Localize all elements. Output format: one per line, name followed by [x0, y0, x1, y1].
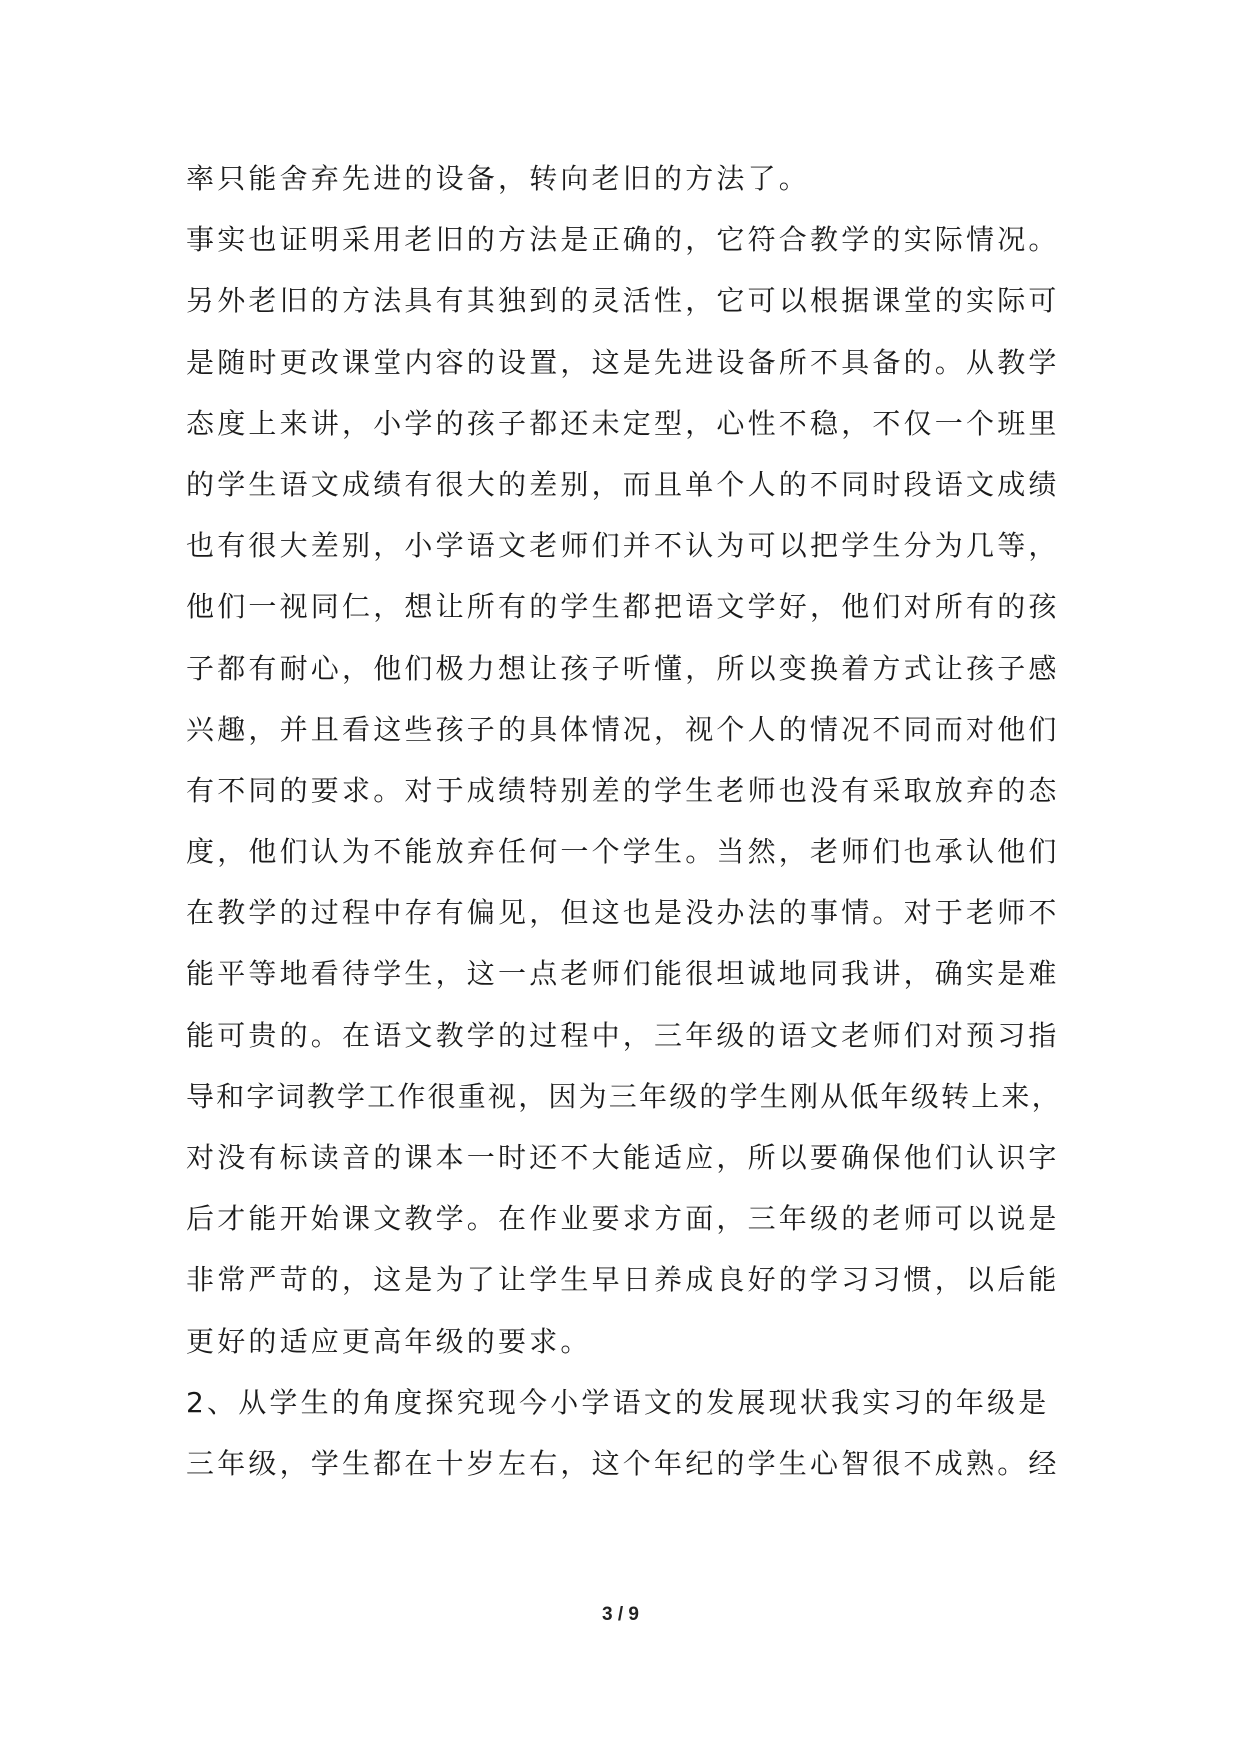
text-line: 子都有耐心，他们极力想让孩子听懂，所以变换着方式让孩子感: [186, 651, 1060, 685]
text-line: 2、从学生的角度探究现今小学语文的发展现状我实习的年级是: [186, 1385, 1050, 1419]
text-line: 态度上来讲，小学的孩子都还未定型，心性不稳，不仅一个班里: [186, 406, 1060, 440]
text-line: 他们一视同仁，想让所有的学生都把语文学好，他们对所有的孩: [186, 590, 1060, 624]
text-line: 也有很大差别，小学语文老师们并不认为可以把学生分为几等，: [186, 529, 1060, 563]
text-line: 有不同的要求。对于成绩特别差的学生老师也没有采取放弃的态: [186, 773, 1060, 807]
text-line: 导和字词教学工作很重视，因为三年级的学生刚从低年级转上来，: [186, 1079, 1062, 1113]
text-line: 度，他们认为不能放弃任何一个学生。当然，老师们也承认他们: [186, 835, 1060, 869]
text-line: 另外老旧的方法具有其独到的灵活性，它可以根据课堂的实际可: [186, 284, 1060, 318]
text-line: 的学生语文成绩有很大的差别，而且单个人的不同时段语文成绩: [186, 467, 1060, 501]
text-line: 非常严苛的，这是为了让学生早日养成良好的学习习惯，以后能: [186, 1263, 1060, 1297]
text-line: 率只能舍弃先进的设备，转向老旧的方法了。: [186, 162, 811, 195]
text-line: 兴趣，并且看这些孩子的具体情况，视个人的情况不同而对他们: [186, 712, 1060, 746]
text-line: 更好的适应更高年级的要求。: [186, 1324, 592, 1358]
text-line: 三年级，学生都在十岁左右，这个年纪的学生心智很不成熟。经: [186, 1446, 1060, 1480]
page-number: 3 / 9: [602, 1604, 639, 1625]
text-line: 是随时更改课堂内容的设置，这是先进设备所不具备的。从教学: [186, 345, 1060, 379]
text-line: 在教学的过程中存有偏见，但这也是没办法的事情。对于老师不: [186, 896, 1060, 930]
text-line: 对没有标读音的课本一时还不大能适应，所以要确保他们认识字: [186, 1141, 1060, 1174]
text-line: 能平等地看待学生，这一点老师们能很坦诚地同我讲，确实是难: [186, 957, 1060, 991]
document-body: [186, 148, 1066, 1494]
text-line: 事实也证明采用老旧的方法是正确的，它符合教学的实际情况。: [186, 223, 1060, 257]
text-line: 后才能开始课文教学。在作业要求方面，三年级的老师可以说是: [186, 1202, 1060, 1236]
text-line: 能可贵的。在语文教学的过程中，三年级的语文老师们对预习指: [186, 1018, 1060, 1052]
